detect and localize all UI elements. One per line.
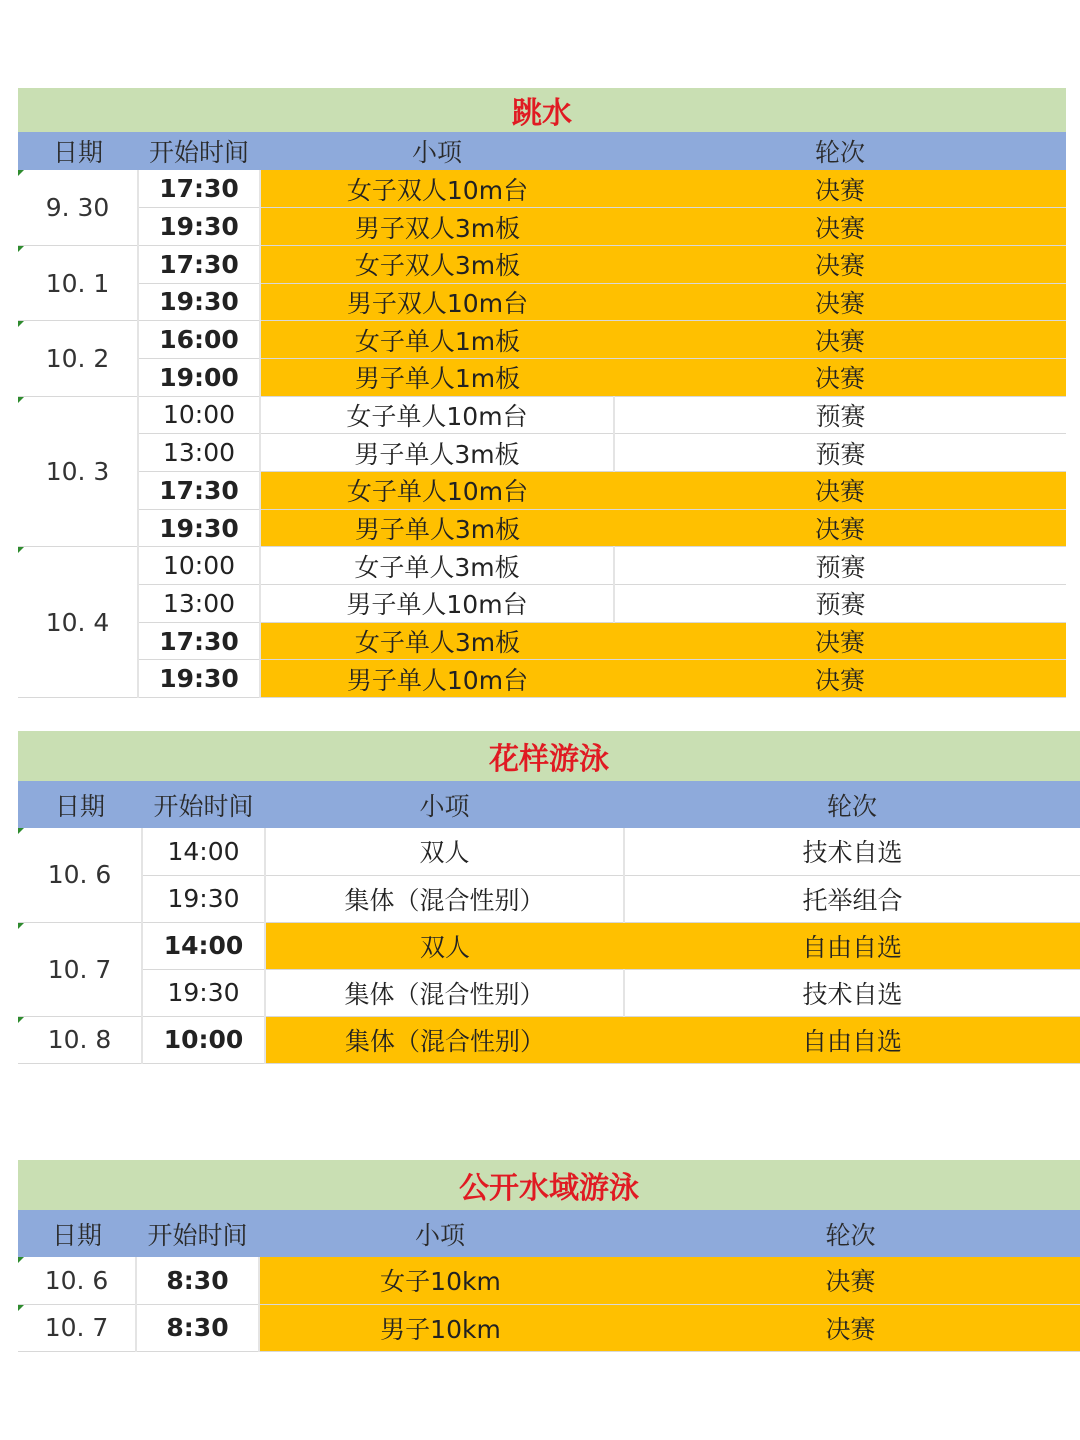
column-header-date: 日期 (18, 781, 142, 828)
date-cell: 10. 2 (18, 321, 138, 396)
date-cell: 10. 7 (18, 1304, 136, 1351)
event-cell: 女子双人3m板 (260, 245, 614, 283)
table-row (18, 875, 1080, 922)
start-time-cell: 10:00 (142, 1016, 265, 1063)
table-row (18, 969, 1080, 1016)
round-cell: 决赛 (614, 321, 1066, 359)
round-cell: 决赛 (614, 245, 1066, 283)
column-header-round: 轮次 (624, 781, 1080, 828)
artistic-swimming-schedule-table (18, 731, 1080, 1064)
event-cell: 女子单人1m板 (260, 321, 614, 359)
date-cell: 10. 6 (18, 1257, 136, 1304)
diving-schedule-table (18, 88, 1066, 698)
section-title: 花样游泳 (18, 731, 1080, 781)
start-time-cell: 19:30 (138, 208, 260, 246)
date-cell: 10. 6 (18, 828, 142, 922)
date-cell: 9. 30 (18, 170, 138, 245)
start-time-cell: 19:30 (138, 660, 260, 698)
date-cell: 10. 7 (18, 922, 142, 1016)
start-time-cell: 17:30 (138, 622, 260, 660)
column-header-round: 轮次 (621, 1210, 1080, 1257)
start-time-cell: 19:00 (138, 358, 260, 396)
table-row (18, 434, 1066, 472)
table-row (18, 321, 1066, 359)
column-header-time: 开始时间 (142, 781, 265, 828)
date-cell: 10. 1 (18, 245, 138, 320)
round-cell: 决赛 (614, 170, 1066, 208)
table-row (18, 1016, 1080, 1063)
round-cell: 预赛 (614, 585, 1066, 623)
start-time-cell: 13:00 (138, 434, 260, 472)
table-row (18, 358, 1066, 396)
event-cell: 女子单人10m台 (260, 472, 614, 510)
start-time-cell: 16:00 (138, 321, 260, 359)
round-cell: 决赛 (614, 509, 1066, 547)
start-time-cell: 19:30 (138, 283, 260, 321)
table-row (18, 922, 1080, 969)
event-cell: 男子单人3m板 (260, 509, 614, 547)
round-cell: 预赛 (614, 547, 1066, 585)
event-cell: 男子10km (259, 1304, 621, 1351)
start-time-cell: 17:30 (138, 472, 260, 510)
event-cell: 男子单人10m台 (260, 660, 614, 698)
table-row (18, 208, 1066, 246)
start-time-cell: 10:00 (138, 547, 260, 585)
event-cell: 女子单人10m台 (260, 396, 614, 434)
start-time-cell: 8:30 (136, 1257, 259, 1304)
column-header-event: 小项 (260, 132, 614, 170)
date-cell: 10. 4 (18, 547, 138, 698)
event-cell: 集体（混合性别） (265, 1016, 624, 1063)
table-row (18, 622, 1066, 660)
section-title: 公开水域游泳 (18, 1160, 1080, 1210)
round-cell: 托举组合 (624, 875, 1080, 922)
column-header-time: 开始时间 (138, 132, 260, 170)
event-cell: 男子单人1m板 (260, 358, 614, 396)
table-row (18, 828, 1080, 875)
round-cell: 决赛 (621, 1304, 1080, 1351)
start-time-cell: 17:30 (138, 245, 260, 283)
column-header-event: 小项 (259, 1210, 621, 1257)
round-cell: 决赛 (614, 660, 1066, 698)
column-header-time: 开始时间 (136, 1210, 259, 1257)
section-title: 跳水 (18, 88, 1066, 132)
start-time-cell: 19:30 (142, 875, 265, 922)
table-row (18, 547, 1066, 585)
date-cell: 10. 3 (18, 396, 138, 547)
round-cell: 决赛 (614, 283, 1066, 321)
round-cell: 自由自选 (624, 922, 1080, 969)
event-cell: 女子10km (259, 1257, 621, 1304)
date-cell: 10. 8 (18, 1016, 142, 1063)
event-cell: 集体（混合性别） (265, 875, 624, 922)
table-row (18, 1304, 1080, 1351)
round-cell: 决赛 (614, 622, 1066, 660)
round-cell: 决赛 (614, 358, 1066, 396)
table-row (18, 509, 1066, 547)
event-cell: 男子双人10m台 (260, 283, 614, 321)
open-water-schedule-table (18, 1160, 1080, 1352)
start-time-cell: 14:00 (142, 828, 265, 875)
event-cell: 男子双人3m板 (260, 208, 614, 246)
event-cell: 女子单人3m板 (260, 622, 614, 660)
round-cell: 预赛 (614, 434, 1066, 472)
column-header-date: 日期 (18, 132, 138, 170)
column-header-round: 轮次 (614, 132, 1066, 170)
start-time-cell: 19:30 (142, 969, 265, 1016)
start-time-cell: 14:00 (142, 922, 265, 969)
start-time-cell: 8:30 (136, 1304, 259, 1351)
round-cell: 自由自选 (624, 1016, 1080, 1063)
table-row (18, 170, 1066, 208)
start-time-cell: 19:30 (138, 509, 260, 547)
event-cell: 女子双人10m台 (260, 170, 614, 208)
table-row (18, 585, 1066, 623)
round-cell: 决赛 (621, 1257, 1080, 1304)
event-cell: 男子单人10m台 (260, 585, 614, 623)
round-cell: 预赛 (614, 396, 1066, 434)
table-row (18, 472, 1066, 510)
column-header-event: 小项 (265, 781, 624, 828)
round-cell: 决赛 (614, 208, 1066, 246)
table-row (18, 396, 1066, 434)
round-cell: 决赛 (614, 472, 1066, 510)
event-cell: 双人 (265, 828, 624, 875)
table-row (18, 1257, 1080, 1304)
column-header-date: 日期 (18, 1210, 136, 1257)
start-time-cell: 10:00 (138, 396, 260, 434)
event-cell: 双人 (265, 922, 624, 969)
event-cell: 男子单人3m板 (260, 434, 614, 472)
table-row (18, 283, 1066, 321)
table-row (18, 660, 1066, 698)
round-cell: 技术自选 (624, 828, 1080, 875)
round-cell: 技术自选 (624, 969, 1080, 1016)
event-cell: 女子单人3m板 (260, 547, 614, 585)
start-time-cell: 17:30 (138, 170, 260, 208)
table-row (18, 245, 1066, 283)
event-cell: 集体（混合性别） (265, 969, 624, 1016)
start-time-cell: 13:00 (138, 585, 260, 623)
